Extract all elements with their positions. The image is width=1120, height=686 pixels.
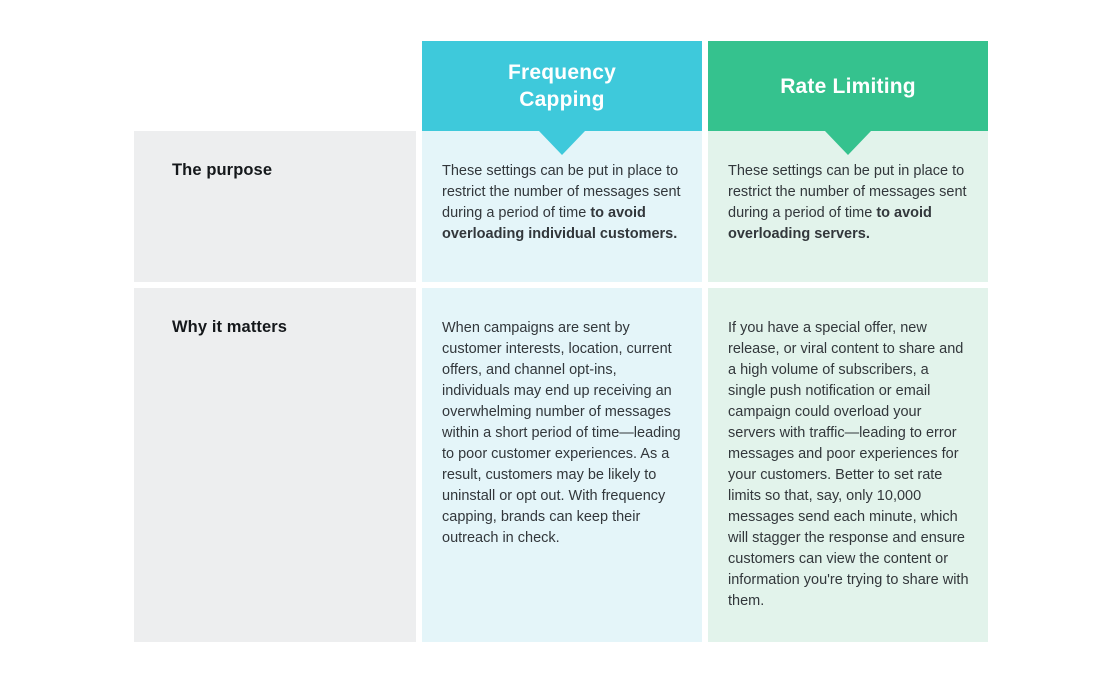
comparison-table	[134, 41, 988, 642]
cell-text: These settings can be put in place to restrict the number of messages sent during a period of time	[728, 163, 967, 221]
cell-text: If you have a special offer, new release, or viral content to share and a high volume of subscribers, a single push notification or email campaign could overload your servers with traffic—leading to error messages and poor experiences for your customers. Better to set rate limits so that, say, only 10,000 messages send each minute, which will stagger the response and ensure customers can view the content or information you're trying to share with them.	[728, 320, 969, 609]
cell-text: These settings can be put in place to restrict the number of messages sent during a period of time	[442, 163, 681, 221]
column-header-rate-limiting	[708, 41, 988, 131]
row-label-text: Why it matters	[172, 318, 288, 336]
row-label-why-it-matters	[134, 288, 416, 642]
cell-text-bold: to avoid overloading servers.	[728, 205, 932, 242]
pointer-down-icon	[825, 131, 871, 155]
cell-text-bold: to avoid overloading individual customers.	[442, 205, 678, 242]
cell-text: When campaigns are sent by customer interests, location, current offers, and channel opt-ins, individuals may end up receiving an overwhelming number of messages within a short period of time—leading to poor customer experiences. As a result, customers may be likely to uninstall or opt out. With frequency capping, brands can keep their outreach in check.	[442, 320, 681, 546]
column-header-label: Frequency Capping	[508, 61, 616, 111]
cell-why-rate-limiting	[708, 288, 988, 642]
row-label-the-purpose	[134, 131, 416, 282]
pointer-down-icon	[539, 131, 585, 155]
cell-why-frequency-capping	[422, 288, 702, 642]
row-label-text: The purpose	[172, 161, 273, 179]
column-header-frequency-capping	[422, 41, 702, 131]
column-header-label: Rate Limiting	[780, 74, 916, 98]
